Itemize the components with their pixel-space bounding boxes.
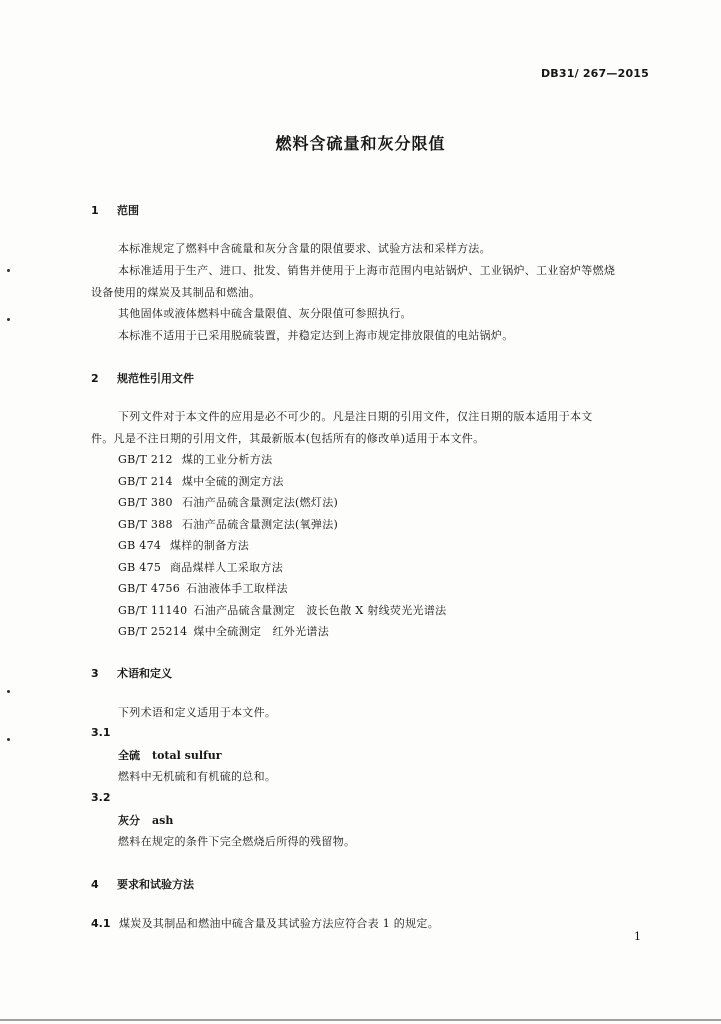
term-definition: 燃料中无机硫和有机硫的总和。: [118, 770, 277, 783]
paragraph: 本标准规定了燃料中含硫量和灰分含量的限值要求、试验方法和采样方法。: [118, 242, 491, 255]
section-number: 1: [91, 204, 99, 217]
subclause: [91, 915, 439, 931]
reference-code: GB/T 4756: [118, 582, 181, 595]
reference-code: GB 474: [118, 539, 162, 552]
paragraph-continuation: 设备使用的煤炭及其制品和燃油。: [91, 286, 261, 299]
paragraph: 下列文件对于本文件的应用是必不可少的。凡是注日期的引用文件，仅注日期的版本适用于本文: [118, 410, 593, 423]
reference-title: 石油产品硫含量测定法(氧弹法): [182, 518, 339, 531]
subclause-number: 4.1: [91, 917, 111, 930]
reference-item: [118, 473, 284, 489]
reference-item: [118, 537, 249, 553]
paragraph: 本标准不适用于已采用脱硫装置，并稳定达到上海市规定排放限值的电站锅炉。: [118, 329, 514, 342]
scan-border-line: [0, 1019, 721, 1021]
reference-code: GB/T 25214: [118, 625, 188, 638]
reference-title: 煤中全硫测定 红外光谱法: [193, 625, 330, 638]
paragraph: 其他固体或液体燃料中硫含量限值、灰分限值可参照执行。: [118, 307, 412, 320]
reference-code: GB/T 11140: [118, 604, 188, 617]
term-heading: [118, 747, 222, 763]
section-number: 4: [91, 878, 99, 891]
section-title: 范围: [117, 204, 139, 217]
reference-code: GB/T 214: [118, 475, 173, 488]
term-definition: 燃料在规定的条件下完全燃烧后所得的残留物。: [118, 835, 356, 848]
reference-item: [118, 516, 338, 532]
document-number: DB31/ 267—2015: [540, 67, 649, 80]
term-english: total sulfur: [152, 749, 222, 762]
paragraph: 下列术语和定义适用于本文件。: [118, 706, 277, 719]
section-number: 2: [91, 372, 99, 385]
section-2-heading: [91, 370, 194, 386]
reference-item: [118, 559, 283, 575]
term-heading: [118, 812, 173, 828]
scan-mark: [7, 690, 10, 693]
page-title: 燃料含硫量和灰分限值: [275, 134, 446, 153]
reference-code: GB 475: [118, 561, 162, 574]
section-4-heading: [91, 876, 194, 892]
page-number: 1: [634, 930, 641, 943]
reference-title: 煤样的制备方法: [170, 539, 250, 552]
section-1-heading: [91, 202, 139, 218]
reference-code: GB/T 212: [118, 453, 173, 466]
section-3-heading: [91, 665, 172, 681]
reference-title: 石油液体手工取样法: [186, 582, 288, 595]
paragraph-continuation: 件。凡是不注日期的引用文件，其最新版本(包括所有的修改单)适用于本文件。: [91, 432, 485, 445]
reference-item: [118, 494, 338, 510]
subclause-text: 煤炭及其制品和燃油中硫含量及其试验方法应符合表 1 的规定。: [119, 917, 439, 930]
paragraph: 本标准适用于生产、进口、批发、销售并使用于上海市范围内电站锅炉、工业锅炉、工业窑炉等燃烧: [118, 264, 616, 277]
section-title: 要求和试验方法: [117, 878, 194, 891]
term-number: 3.1: [91, 726, 111, 739]
reference-code: GB/T 380: [118, 496, 173, 509]
reference-item: [118, 580, 288, 596]
reference-title: 煤中全硫的测定方法: [182, 475, 284, 488]
term-chinese: 全硫: [118, 749, 140, 762]
reference-title: 石油产品硫含量测定 波长色散 X 射线荧光光谱法: [193, 604, 447, 617]
section-title: 术语和定义: [117, 667, 172, 680]
reference-title: 商品煤样人工采取方法: [170, 561, 283, 574]
section-number: 3: [91, 667, 99, 680]
scan-mark: [7, 269, 10, 272]
reference-item: [118, 451, 272, 467]
term-english: ash: [152, 814, 174, 827]
term-number: 3.2: [91, 791, 111, 804]
reference-title: 石油产品硫含量测定法(燃灯法): [182, 496, 339, 509]
term-chinese: 灰分: [118, 814, 140, 827]
reference-item: [118, 623, 329, 639]
scan-mark: [7, 738, 10, 741]
reference-item: [118, 602, 446, 618]
reference-title: 煤的工业分析方法: [182, 453, 273, 466]
reference-code: GB/T 388: [118, 518, 173, 531]
section-title: 规范性引用文件: [117, 372, 194, 385]
scan-mark: [7, 318, 10, 321]
